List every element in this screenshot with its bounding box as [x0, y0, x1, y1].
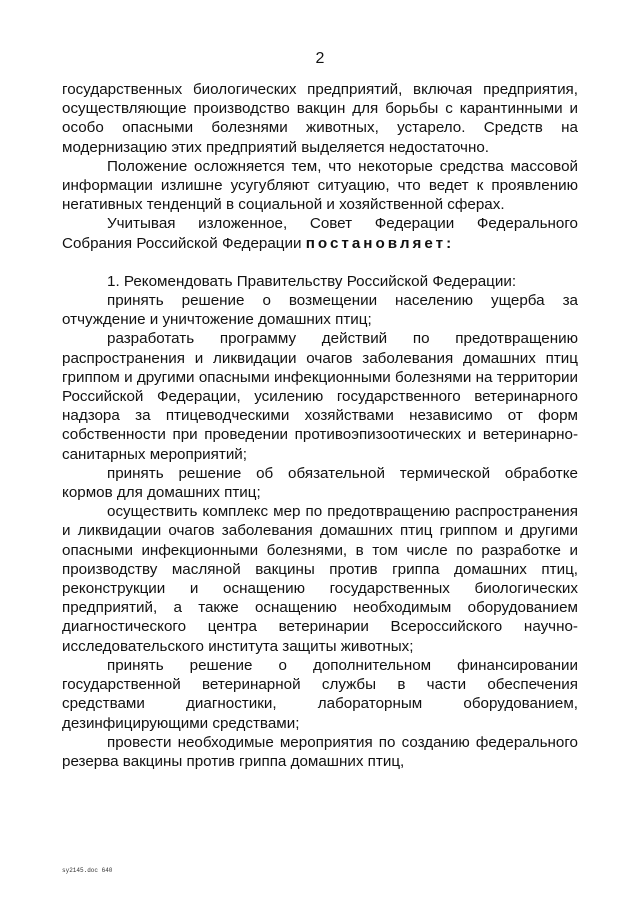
paragraph-gap: [62, 253, 578, 272]
document-body: [62, 80, 578, 771]
paragraph-measures-complex: осуществить комплекс мер по предотвращению распространения и ликвидации очагов заболевания домашних птиц гриппом и другими опасными инфекционными болезнями, в том числе по разработке и производству масляной вакцины против гриппа домашних птиц, реконструкции и оснащению государственных биологических предприятий, а также оснащению необходимым оборудованием диагностического центра ветеринарии Всероссийского научно-исследовательского института защиты животных;: [62, 503, 578, 655]
paragraph-situation: Положение осложняется тем, что некоторые средства массовой информации излишне усугубляют ситуацию, что ведет к проявлению негативных тенденций в социальной и хозяйственной сферах.: [62, 157, 578, 214]
paragraph-vaccine-reserve: провести необходимые мероприятия по созданию федерального резерва вакцины против гриппа домашних птиц,: [62, 733, 578, 770]
paragraph-feed-treatment: принять решение об обязательной термической обработке кормов для домашних птиц;: [62, 464, 578, 502]
resolves-word: постановляет:: [305, 234, 455, 252]
paragraph-recommendation-heading: 1. Рекомендовать Правительству Российской Федерации:: [107, 272, 517, 290]
paragraph-compensation: принять решение о возмещении населению ущерба за отчуждение и уничтожение домашних птиц;: [62, 292, 578, 329]
paragraph-resolution-intro: [62, 214, 578, 252]
resolution-intro-text: Учитывая изложенное, Совет Федерации Федерального Собрания Российской Федерации: [62, 215, 578, 252]
paragraph-continuation: государственных биологических предприятий, включая предприятия, осуществляющие производство вакцин для борьбы с карантинными и особо опасными болезнями животных, устарело. Средств на модернизацию этих предприятий выделяется недостаточно.: [62, 81, 578, 156]
page-number: 2: [315, 50, 325, 67]
paragraph-action-program: разработать программу действий по предотвращению распространения и ликвидации очагов заболевания домашних птиц гриппом и другими опасными инфекционными болезнями на территории Российской Федерации, усилению государственного ветеринарного надзора за птицеводческими хозяйствами независимо от форм собственности при проведении противоэпизоотических и ветеринарно-санитарных мероприятий;: [62, 330, 578, 463]
footer-file-reference: sy2145.doc 640: [62, 867, 113, 874]
paragraph-additional-funding: принять решение о дополнительном финансировании государственной ветеринарной службы в части обеспечения средствами диагностики, лабораторным оборудованием, дезинфицирующими средствами;: [62, 656, 578, 732]
